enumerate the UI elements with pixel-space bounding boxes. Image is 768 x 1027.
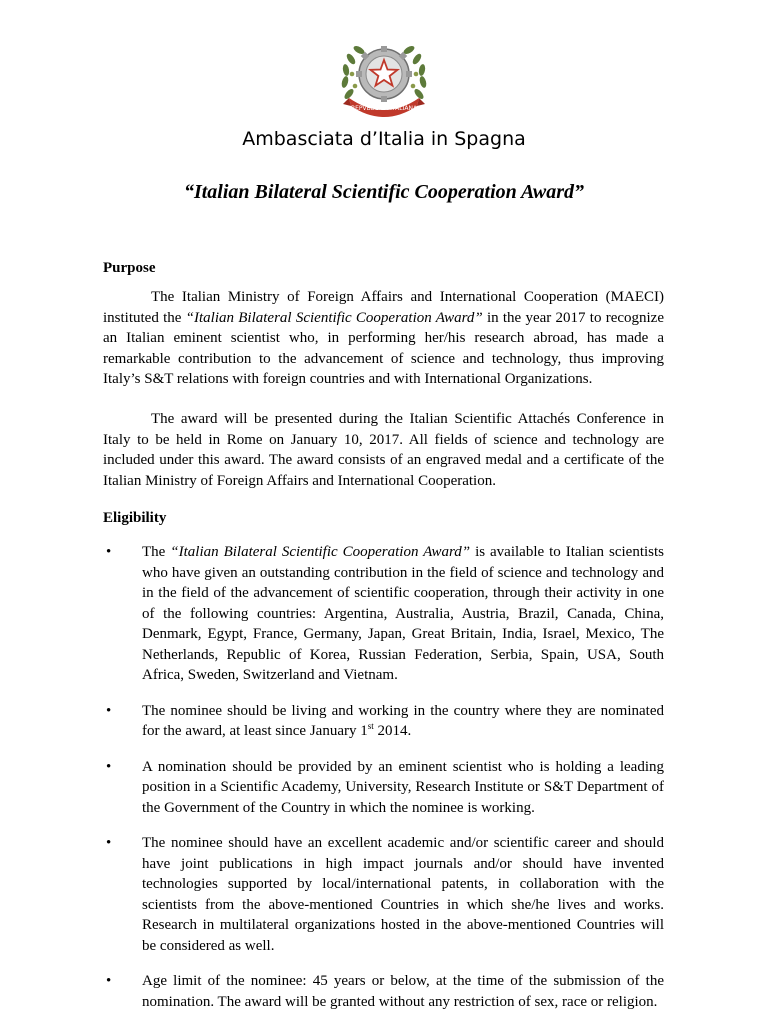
- award-title: “Italian Bilateral Scientific Cooperation Award”: [183, 181, 585, 203]
- bullet-icon: •: [106, 758, 112, 775]
- list-item: [103, 757, 664, 819]
- list-item: [103, 542, 664, 686]
- list-item: [103, 833, 664, 956]
- bullet-icon: •: [106, 973, 112, 989]
- eligibility-b1-award-name: “Italian Bilateral Scientific Cooperation Award”: [170, 544, 471, 560]
- italian-republic-emblem: [335, 36, 433, 120]
- eligibility-b5-text: Age limit of the nominee: 45 years or below, at the time of the submission of the nomination. The award will be granted without any restriction of sex, race or religion.: [142, 973, 664, 1010]
- eligibility-b1-text-b: is available to Italian scientists who have given an outstanding contribution in the field of science and technology and in the field of the advancement of scientific cooperation, through their activity in one of the following countries: Argentina, Australia, Austria, Brazil, Canada, China, Denmark, Egypt, France, Germany, Japan, Great Britain, India, Israel, Mexico, The Netherlands, Republic of Korea, Russian Federation, Serbia, Spain, USA, South Africa, Sweden, Switzerland and Vietnam.: [142, 544, 664, 683]
- purpose-heading: Purpose: [103, 260, 156, 276]
- purpose-p1-text-b: in the year 2017 to recognize an Italian eminent scientist who, in performing her/his research abroad, has made a remarkable contribution to the advancement of science and technology, thus improving Italy’s S&T relations with foreign countries and with International Organizations.: [103, 309, 664, 387]
- purpose-p2-text: The award will be presented during the Italian Scientific Attachés Conference in Italy to be held in Rome on January 10, 2017. All fields of science and technology are included under this award. The award consists of an engraved medal and a certificate of the Italian Ministry of Foreign Affairs and International Cooperation.: [103, 411, 664, 489]
- eligibility-b2-text-b: 2014.: [373, 723, 412, 739]
- eligibility-b4-text: The nominee should have an excellent academic and/or scientific career and should have joint publications in high impact journals and/or should have invented technologies supported by local/international patents, in collaboration with the scientists from the above-mentioned Countries in which she/he lives and works. Research in multilateral organizations hosted in the above-mentioned Countries will be considered as well.: [142, 835, 664, 954]
- eligibility-list: [103, 542, 664, 1027]
- purpose-p1-text-a: The Italian Ministry of Foreign Affairs and International Cooperation (MAECI) instituted the: [103, 289, 664, 326]
- eligibility-b3-text: A nomination should be provided by an eminent scientist who is holding a leading position in a Scientific Academy, University, Research Institute or S&T Department of the Government of the Country in which the nominee is working.: [142, 758, 664, 816]
- bullet-icon: •: [106, 544, 112, 560]
- bullet-icon: •: [106, 835, 112, 851]
- purpose-p1-award-name: “Italian Bilateral Scientific Cooperation Award”: [185, 309, 483, 326]
- emblem-ribbon-text: REPVBBLICA ITALIANA: [350, 105, 418, 112]
- list-item: [103, 971, 664, 1012]
- list-item: [103, 701, 664, 742]
- eligibility-b2-superscript: st: [367, 721, 374, 731]
- purpose-paragraph-2: [103, 409, 664, 491]
- eligibility-b2-text-a: The nominee should be living and working in the country where they are nominated for the award, at least since January 1: [142, 702, 664, 739]
- eligibility-b1-text-a: The: [142, 544, 171, 560]
- eligibility-heading: Eligibility: [103, 510, 167, 526]
- embassy-title: Ambasciata d’Italia in Spagna: [242, 128, 526, 150]
- purpose-paragraph-1: [103, 287, 664, 390]
- bullet-icon: •: [106, 702, 112, 719]
